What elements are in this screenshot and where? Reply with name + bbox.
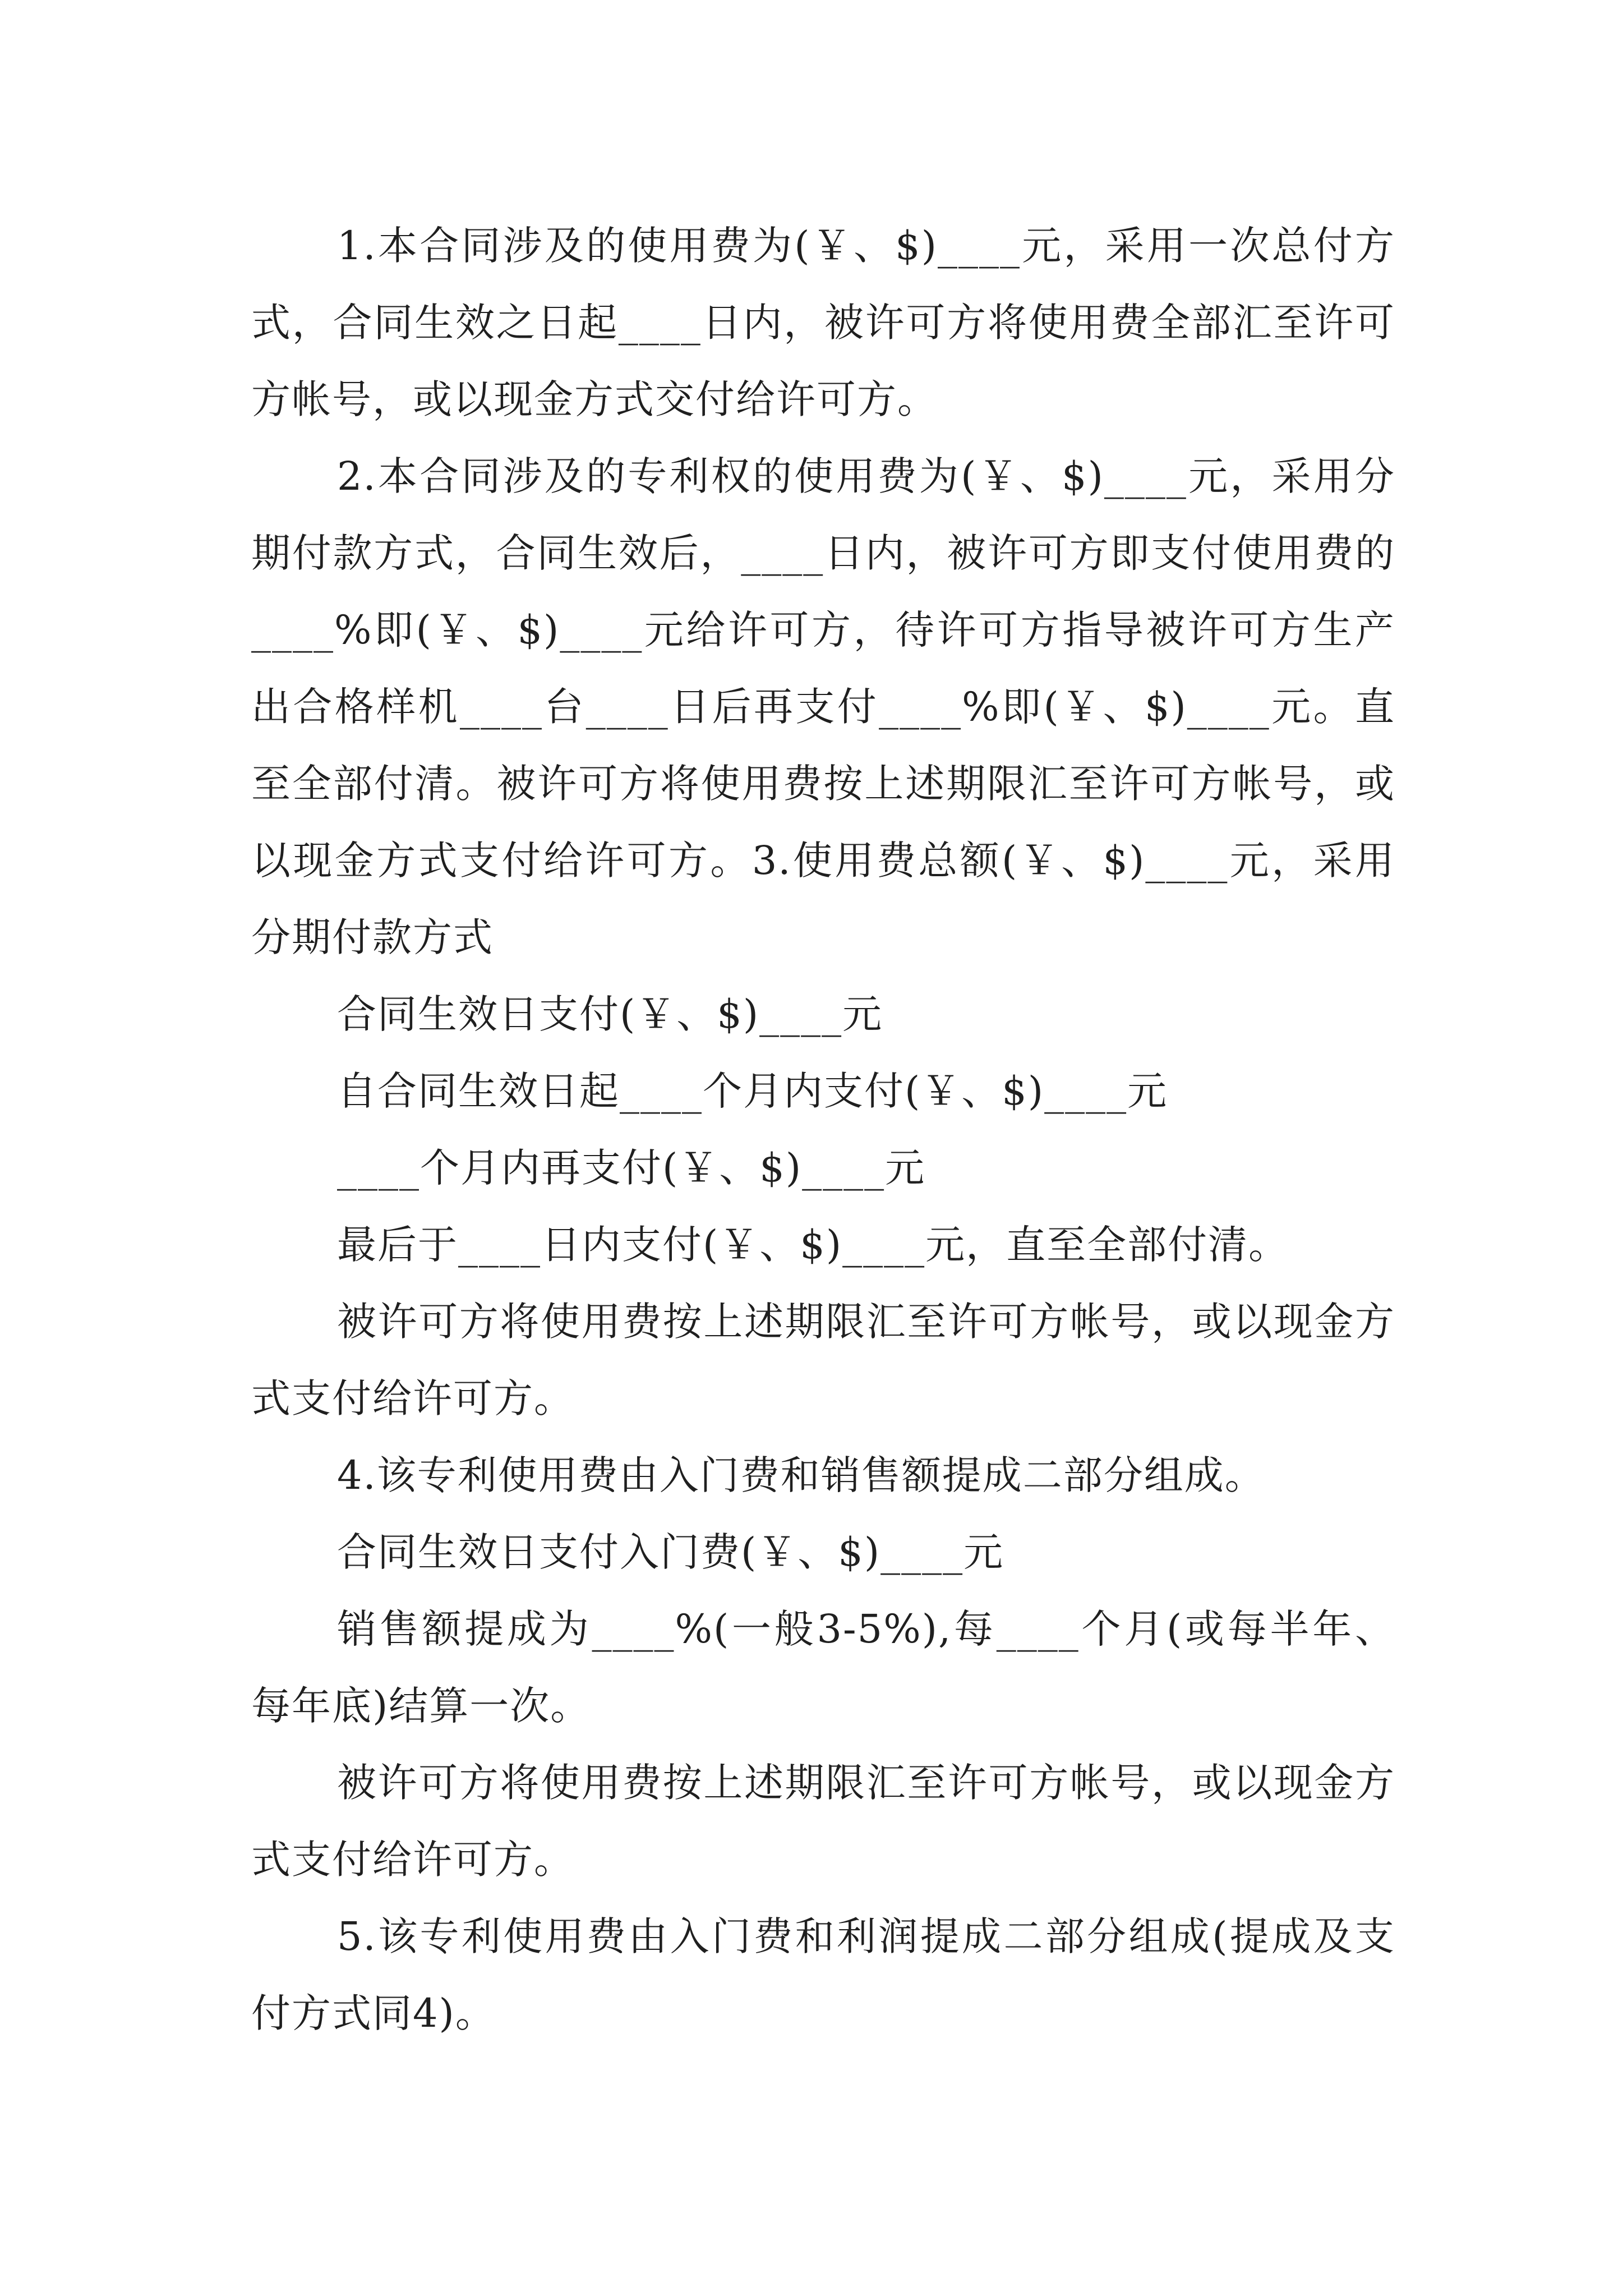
paragraph-sales-commission: 销售额提成为____%(一般3-5%),每____个月(或每半年、每年底)结算一次。 (251, 1606, 1395, 1729)
paragraph-clause-1: 1.本合同涉及的使用费为(￥、$)____元，采用一次总付方式，合同生效之日起____日内，被许可方将使用费全部汇至许可方帐号，或以现金方式交付给许可方。 (251, 223, 1395, 422)
paragraph-payment-on-effective-date: 合同生效日支付(￥、$)____元 (337, 991, 883, 1037)
paragraph-clause-5: 5.该专利使用费由入门费和利润提成二部分组成(提成及支付方式同4)。 (251, 1913, 1395, 2036)
paragraph-entry-fee: 合同生效日支付入门费(￥、$)____元 (337, 1529, 1004, 1575)
paragraph-final-payment: 最后于____日内支付(￥、$)____元，直至全部付清。 (337, 1222, 1289, 1268)
paragraph-remittance-note-2: 被许可方将使用费按上述期限汇至许可方帐号，或以现金方式支付给许可方。 (251, 1760, 1395, 1883)
paragraph-clause-2: 2.本合同涉及的专利权的使用费为(￥、$)____元，采用分期付款方式，合同生效后，____日内，被许可方即支付使用费的____%即(￥、$)____元给许可方，待许可方指导被许可方生产出合格样机____台____日后再支付____%即(￥、$)____元。直至全部付清。被许可方将使用费按上述期限汇至许可方帐号，或以现金方式支付给许可方。3.使用费总额(￥、$)____元，采用分期付款方式 (251, 453, 1395, 960)
document-body (251, 208, 1395, 2052)
paragraph-payment-within-months: 自合同生效日起____个月内支付(￥、$)____元 (337, 1068, 1168, 1114)
paragraph-remittance-note: 被许可方将使用费按上述期限汇至许可方帐号，或以现金方式支付给许可方。 (251, 1299, 1395, 1421)
paragraph-clause-4: 4.该专利使用费由入门费和销售额提成二部分组成。 (337, 1452, 1265, 1498)
paragraph-payment-again: ____个月内再支付(￥、$)____元 (337, 1145, 926, 1191)
